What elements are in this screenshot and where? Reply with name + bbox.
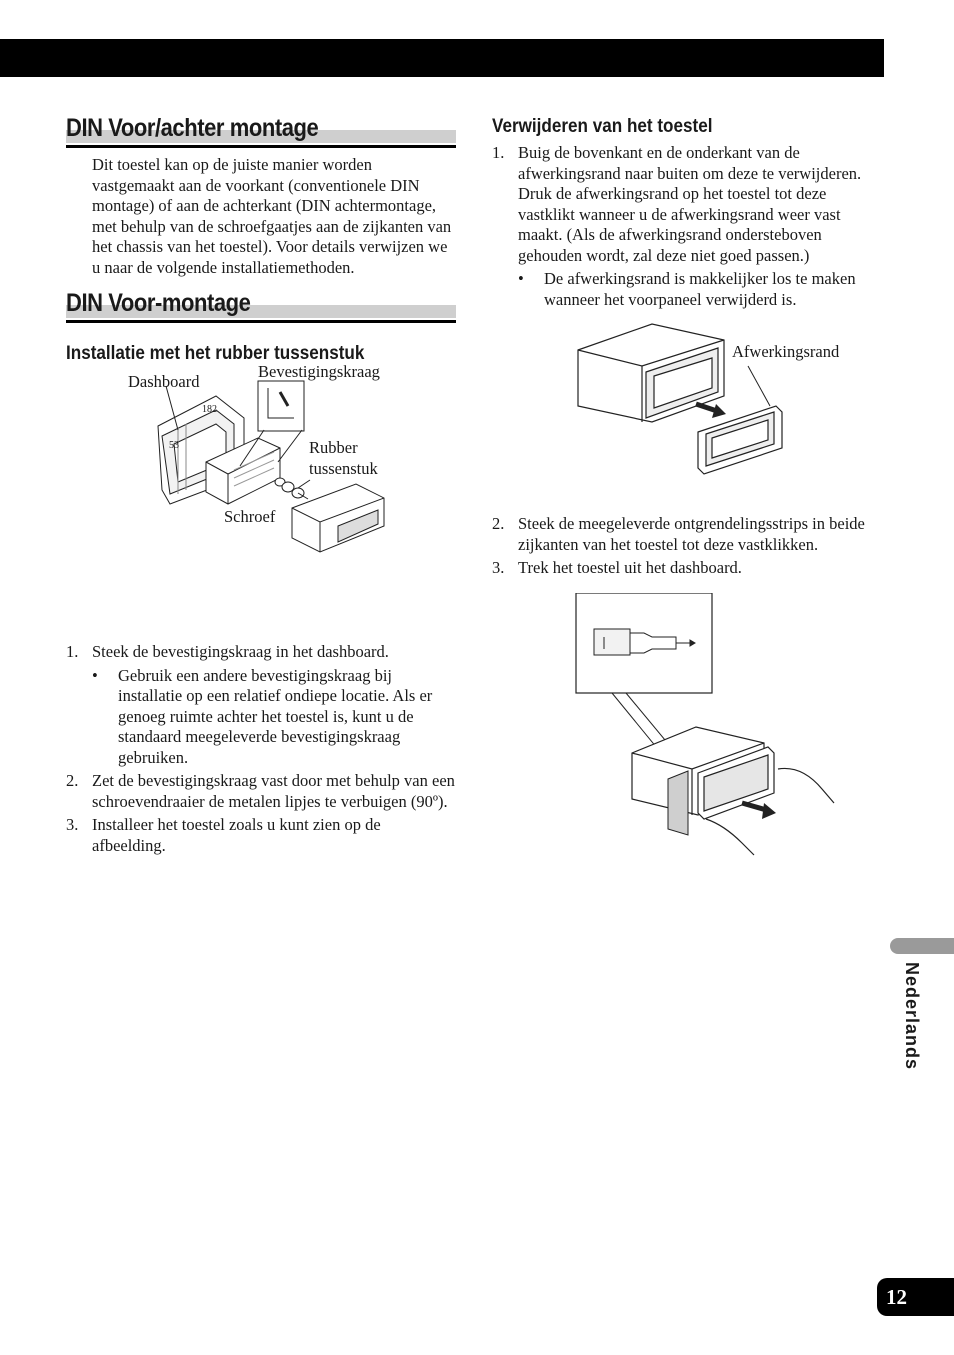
bullet-dot: • (92, 665, 98, 685)
step-number: 1. (492, 143, 505, 162)
language-tab-marker (890, 938, 954, 954)
installation-illustration (66, 366, 456, 616)
section-heading-din-voor (66, 288, 456, 324)
removal-figure (492, 593, 882, 859)
trim-ring-figure (492, 320, 882, 500)
section-title: DIN Voor/achter montage (66, 114, 319, 142)
label-bevestigingskraag: Bevestigingskraag (258, 362, 380, 381)
list-item (492, 558, 882, 579)
bullet-item (92, 666, 456, 769)
list-item (492, 514, 882, 555)
step-bullets (518, 269, 882, 310)
removal-steps-2 (492, 514, 882, 579)
installation-figure (66, 362, 456, 616)
language-tab-label: Nederlands (902, 962, 922, 1071)
removal-steps-1 (492, 143, 882, 310)
subsection-title: Installatie met het rubber tussenstuk (66, 343, 365, 364)
step-text: Trek het toestel uit het dashboard. (518, 558, 742, 577)
list-item (66, 815, 456, 856)
label-dimension-53: 53 (169, 440, 179, 451)
step-text: Zet de bevestigingskraag vast door met behulp van een schroevendraaier de metalen lipjes te verbuigen (90º). (92, 771, 455, 811)
subsection-title: Verwijderen van het toestel (492, 116, 713, 137)
bullet-text: Gebruik een andere bevestigingskraag bij installatie op een relatief ondiepe locatie. Als er genoeg ruimte achter het toestel is, kunt u de standaard meegeleverde bevestigingskraag gebruiken. (118, 665, 433, 767)
label-tussenstuk: tussenstuk (309, 459, 378, 478)
list-item (66, 771, 456, 812)
step-number: 3. (492, 558, 505, 577)
step-number: 2. (492, 514, 505, 533)
bullet-item (518, 269, 882, 310)
bullet-dot: • (518, 269, 524, 288)
right-column (492, 113, 882, 859)
intro-paragraph: Dit toestel kan op de juiste manier worden vastgemaakt aan de voorkant (conventionele DIN montage) of aan de achterkant (DIN achtermontage, met behulp van de schroefgaatjes aan de zijkanten van het chassis van het toestel). Voor details verwijzen we u naar de volgende installatiemethoden. (92, 155, 452, 277)
removal-illustration (492, 593, 882, 859)
step-text: Installeer het toestel zoals u kunt zien op de afbeelding. (92, 815, 381, 855)
installation-steps (66, 642, 456, 856)
label-dashboard: Dashboard (128, 372, 200, 391)
step-text: Steek de meegeleverde ontgrendelingsstrips in beide zijkanten van het toestel tot deze vastklikken. (518, 514, 865, 554)
page-number: 12 (877, 1278, 954, 1316)
step-number: 1. (66, 642, 79, 661)
section-title: DIN Voor-montage (66, 289, 251, 317)
step-text: Buig de bovenkant en de onderkant van de afwerkingsrand naar buiten om deze te verwijderen. Druk de afwerkingsrand op het toestel tot deze vastklikt wanneer u de afwerkingsrand weer vast maakt. (Als de afwerkingsrand ondersteboven gehouden wordt, zal deze niet goed passen.) (518, 143, 862, 265)
step-bullets (92, 666, 456, 769)
section-heading-din-voor-achter (66, 113, 456, 149)
header-bar (0, 39, 884, 77)
list-item (492, 143, 882, 310)
label-afwerkingsrand: Afwerkingsrand (732, 342, 840, 361)
step-number: 3. (66, 815, 79, 834)
step-text: Steek de bevestigingskraag in het dashboard. (92, 642, 389, 661)
step-number: 2. (66, 771, 79, 790)
list-item (66, 642, 456, 768)
left-column (66, 113, 456, 856)
label-rubber: Rubber (309, 438, 358, 457)
label-schroef: Schroef (224, 507, 276, 526)
label-dimension-182: 182 (202, 404, 217, 415)
bullet-text: De afwerkingsrand is makkelijker los te maken wanneer het voorpaneel verwijderd is. (544, 269, 856, 309)
